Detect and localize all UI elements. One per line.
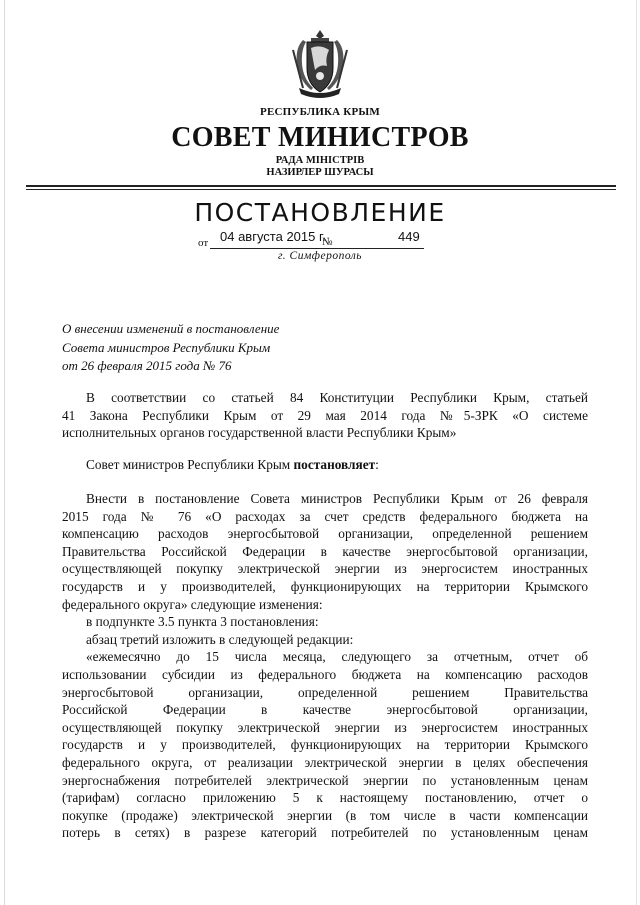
- body-line: Правительства Российской Федерации в качестве энергосбытовой организации,: [62, 543, 588, 559]
- decree-date-number-row: [198, 231, 438, 251]
- republic-name: РЕСПУБЛИКА КРЫМ: [260, 106, 380, 118]
- decree-body: [62, 490, 588, 842]
- body-line: Внести в постановление Совета министров Республики Крым от 26 февраля: [86, 491, 588, 506]
- body-line: осуществляющей покупку электрической энергии из энергосистем иностранных: [62, 561, 588, 577]
- preamble-line: В соответствии со статьей 84 Конституции Республики Крым, статьей: [86, 390, 588, 405]
- subject-line: от 26 февраля 2015 года № 76: [62, 358, 232, 373]
- body-line: 2015 года № 76 «О расходах за счет средств федерального бюджета на: [62, 508, 588, 524]
- number-sign: №: [322, 236, 333, 248]
- subject-line: О внесении изменений в постановление: [62, 321, 280, 336]
- body-line: потерь в сетях) в разрезе категорий потребителей по установленным ценам: [62, 825, 588, 841]
- decree-subject: [62, 320, 279, 376]
- decree-title: ПОСТАНОВЛЕНИЕ: [194, 198, 446, 227]
- preamble-paragraph: [62, 389, 588, 442]
- resolves-paragraph: [62, 456, 588, 474]
- body-line: государств и у производителей, функционирующих на территории Крымского: [62, 737, 588, 753]
- decree-city: г. Симферополь: [277, 250, 363, 262]
- body-line: Российской Федерации в качестве энергосбытовой организации,: [62, 702, 588, 718]
- preamble-line: исполнительных органов государственной власти Республики Крым»: [62, 425, 457, 441]
- body-line: (тарифам) согласно приложению 5 к настоящему постановлению, отчет о: [62, 790, 588, 806]
- body-line: использовании субсидии из федерального бюджета на компенсацию расходов: [62, 666, 588, 682]
- resolves-line: [62, 456, 588, 474]
- subject-line: Совета министров Республики Крым: [62, 339, 271, 355]
- resolves-keyword: постановляет: [293, 457, 376, 472]
- decree-date: 04 августа 2015 г.: [220, 229, 326, 244]
- preamble-line: 41 Закона Республики Крым от 29 мая 2014 года №5-ЗРК «О системе: [62, 407, 588, 423]
- body-line: в подпункте 3.5 пункта 3 постановления:: [86, 614, 319, 630]
- decree-number: 449: [398, 229, 420, 244]
- body-line: федерального округа, от реализации электрической энергии в целях обеспечения: [62, 754, 588, 770]
- body-line: энергоснабжения потребителей электрической энергии по установленным ценам: [62, 772, 588, 788]
- body-line: государств и у производителей, функционирующих на территории Крымского: [62, 578, 588, 594]
- body-line: абзац третий изложить в следующей редакции:: [86, 631, 354, 647]
- council-name-ukrainian: РАДА МІНІСТРІВ: [275, 155, 365, 166]
- date-prefix: от: [198, 237, 209, 249]
- council-name: СОВЕТ МИНИСТРОВ: [171, 122, 469, 153]
- crimea-coat-of-arms-emblem: [289, 28, 351, 100]
- resolves-colon: :: [375, 457, 379, 472]
- header-divider-thin: [26, 189, 616, 190]
- header-divider-thick: [26, 185, 616, 187]
- date-underline: [210, 248, 424, 249]
- body-line: «ежемесячно до 15 числа месяца, следующего за отчетным, отчет об: [86, 649, 588, 665]
- body-line: энергосбытовой организации, определенной решением Правительства: [62, 684, 588, 700]
- body-line: осуществляющей покупку электрической энергии из энергосистем иностранных: [62, 719, 588, 735]
- council-name-crimean-tatar: НАЗИРЛЕР ШУРАСЫ: [266, 167, 374, 178]
- body-line: компенсацию расходов энергосбытовой организации, определенной решением: [62, 526, 588, 542]
- body-line: покупке (продаже) электрической энергии (в том числе в части компенсации: [62, 807, 588, 823]
- body-line: федерального округа» следующие изменения:: [62, 596, 323, 612]
- resolves-lead: Совет министров Республики Крым: [86, 457, 294, 472]
